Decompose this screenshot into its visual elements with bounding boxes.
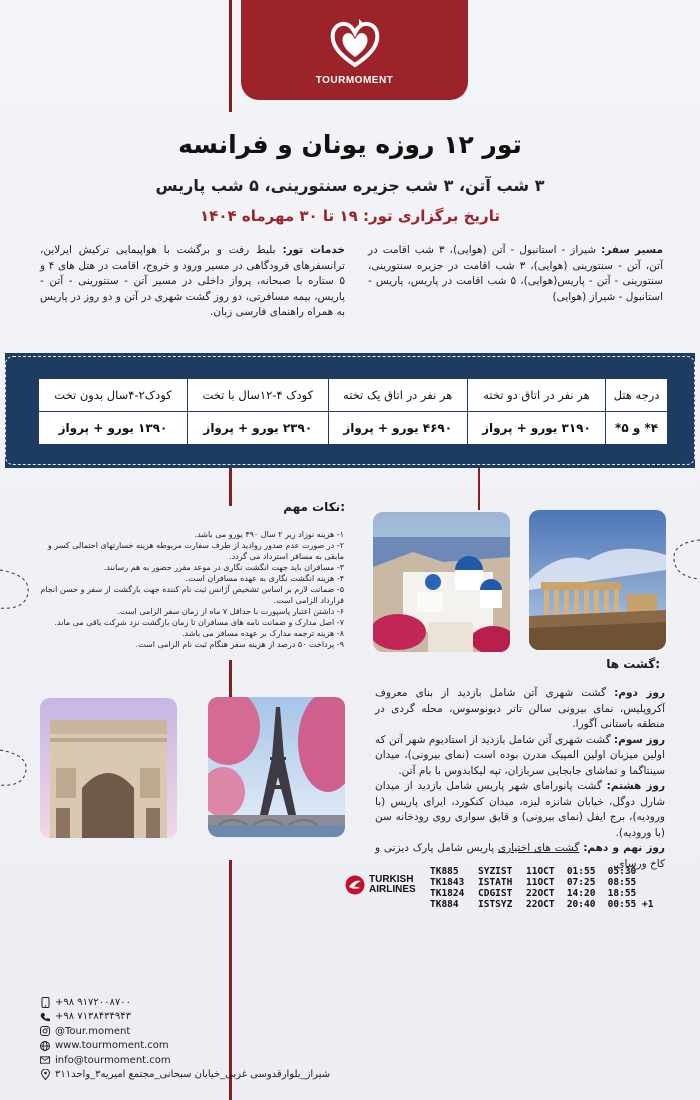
route-label: مسیر سفر:: [601, 244, 663, 256]
tour-day-text: پاریس شامل پارک دیزنی و کاخ ورسای.: [375, 842, 665, 870]
tour-day: [375, 733, 665, 780]
contact-website[interactable]: [40, 1039, 330, 1054]
phone-icon: [40, 1012, 50, 1022]
tour-day: [375, 779, 665, 841]
flight-departure: 07:25: [566, 877, 596, 888]
flight-date: 11OCT: [526, 877, 555, 888]
page-title: تور ۱۲ روزه یونان و فرانسه: [178, 130, 522, 159]
turkish-airlines-icon: [345, 875, 365, 895]
flight-row: [430, 866, 670, 877]
flight-row: [430, 888, 670, 899]
price-header: درجه هتل: [606, 379, 668, 412]
flight-table: [430, 866, 670, 910]
dashed-curve-left: [0, 560, 40, 620]
logo-banner: [241, 0, 468, 100]
location-pin-icon: [40, 1070, 50, 1080]
price-value-row: [39, 412, 668, 445]
email-icon: [40, 1055, 50, 1065]
note-item: ۵- ضمانت لازم بر اساس تشخیص آژانس ثبت نام کننده جهت بازگشت از سفر و حسن انجام قرارداد الزامی است.: [40, 585, 344, 605]
notes-list: [40, 529, 344, 650]
price-header: هر نفر در اتاق یک تخته: [328, 379, 467, 412]
services-label: خدمات تور:: [282, 244, 346, 256]
tour-day-label: روز هشتم:: [606, 780, 665, 792]
santorini-photo: [373, 512, 510, 652]
airline-logo: [345, 875, 416, 895]
flight-arrival: 08:55: [607, 877, 637, 888]
eiffel-tower-photo: [208, 697, 345, 837]
flight-departure: 14:20: [566, 888, 596, 899]
price-value: ۳۱۹۰ یورو + پرواز: [467, 412, 605, 445]
flight-arrival: 18:55: [607, 888, 637, 899]
note-item: ۸- هزینه ترجمه مدارک بر عهده مسافر می باشد.: [182, 629, 344, 638]
globe-icon: [40, 1041, 50, 1051]
flight-date: 22OCT: [526, 899, 555, 910]
price-value: ۱۳۹۰ یورو + پرواز: [39, 412, 188, 445]
airline-name-2: AIRLINES: [369, 884, 416, 895]
flight-route: SYZIST: [478, 866, 513, 877]
route-block: [368, 243, 663, 305]
flight-row: [430, 899, 670, 910]
mobile-icon: [40, 997, 50, 1007]
note-item: ۳- مسافران باید جهت انگشت نگاری در موعد مقرر حضور به هم رسانند.: [103, 563, 344, 572]
flight-number: TK1843: [430, 877, 465, 888]
flight-route: ISTSYZ: [478, 899, 513, 910]
contact-email[interactable]: [40, 1053, 330, 1068]
tour-day-label: روز نهم و دهم:: [583, 842, 665, 854]
flight-number: TK1824: [430, 888, 465, 899]
instagram-handle: @Tour.moment: [55, 1025, 131, 1037]
price-value: ۲۳۹۰ یورو + پرواز: [187, 412, 328, 445]
right-mid-line: [478, 468, 480, 510]
tour-day-text: گشت پانورامای شهر پاریس شامل بازدید از میدان شارل دوگل، خیابان شانزه لیزه، میدان کنکورد، ایرای پاریس (با ورودیه)، برج ایفل (نمای بیرونی) و قایق سواری روی رودخانه سن (با ورودیه).: [375, 780, 665, 839]
contact-mobile[interactable]: [40, 995, 330, 1010]
brand-name: TOURMOMENT: [315, 74, 394, 86]
price-header: کودک ۴-۱۲سال با تخت: [187, 379, 328, 412]
price-header: کودک۲-۴سال بدون تخت: [39, 379, 188, 412]
tours-title: گشت ها:: [606, 657, 660, 671]
phone-number: +۹۸ ۷۱۳۸۴۳۴۹۴۳: [55, 1011, 132, 1023]
price-table: [38, 378, 668, 445]
price-value: ۴۶۹۰ یورو + پرواز: [328, 412, 467, 445]
email-address: info@tourmoment.com: [55, 1054, 171, 1066]
price-value: ۴* و ۵*: [606, 412, 668, 445]
dashed-curve-right: [668, 535, 700, 585]
flight-departure: 20:40: [566, 899, 596, 910]
dashed-curve-left-2: [0, 745, 34, 795]
note-item: ۱- هزینه نوزاد زیر ۲ سال ۴۹۰ یورو می باشد.: [194, 530, 344, 539]
note-item: ۲- در صورت عدم صدور روادید از طرف سفارت مربوطه هزینه خسارتهای احتمالی کسر و مابقی به مسافر استرداد می گردد.: [47, 541, 344, 561]
acropolis-photo: [529, 510, 666, 650]
flight-arrival: 05:30: [607, 866, 637, 877]
flight-route: ISTATH: [478, 877, 513, 888]
airline-name-1: TURKISH: [369, 874, 414, 885]
contact-phone[interactable]: [40, 1010, 330, 1025]
flight-number: TK884: [430, 899, 459, 910]
services-text: بلیط رفت و برگشت با هواپیمایی ترکیش ایرلاین، ترانسفرهای فرودگاهی در مسیر ورود و خروج، اقامت در هتل های ۴ و ۵ ستاره با صبحانه، پرواز داخلی در مسیر آتن - سنتورینی - آتن - پاریس، بیمه مسافرتی، دو روز گشت شهری در آتن و دو روز در پاریس به همراه راهنمای فارسی زبان.: [40, 244, 345, 318]
mid-line: [229, 468, 232, 506]
contact-address: [40, 1068, 330, 1083]
note-item: ۷- اصل مدارک و ضمانت نامه های مسافران تا زمان بازگشت نزد شرکت باقی می ماند.: [54, 618, 344, 627]
page-subtitle: ۳ شب آتن، ۳ شب جزیره سنتورینی، ۵ شب پاریس: [155, 176, 545, 195]
note-item: ۴- هزینه انگشت نگاری به عهده مسافران است.: [185, 574, 344, 583]
flight-date: 22OCT: [526, 888, 555, 899]
flight-arrival: 00:55 +1: [607, 899, 654, 910]
tour-day-text: گشت شهری آتن شامل بازدید از بنای معروف آکروپلیس، نمای بیرونی سالن تاتر دیونوسوس، محله گردی در منطقه باستانی آگورا.: [375, 687, 665, 730]
flight-row: [430, 877, 670, 888]
flight-number: TK885: [430, 866, 459, 877]
route-text: شیراز - استانبول - آتن (هوایی)، ۳ شب اقامت در آتن، آتن - سنتورینی (هوایی)، ۳ شب اقامت در جزیره سنتورینی، سنتورینی - آتن - پاریس(هوایی)، ۵ شب اقامت در پاریس، پاریس - استانبول - شیراز (هوایی): [368, 244, 663, 303]
contact-instagram[interactable]: [40, 1024, 330, 1039]
price-header-row: [39, 379, 668, 412]
tour-day-text: گشت شهری آتن شامل بازدید از استادیوم شهر آتن که اولین میزبان اولین المپیک مدرن بوده است (نمای بیرونی)، میدان سینتاگما و تماشای جابجایی سربازان، تپه لیکابدوس با بام آتن.: [375, 733, 665, 777]
address-text: شیراز_بلوارقدوسی غربی_خیابان سبحانی_مجتمع امیریه۳_واحد۳۱۱: [55, 1069, 331, 1081]
instagram-icon: [40, 1026, 50, 1036]
flight-date: 11OCT: [526, 866, 555, 877]
flight-departure: 01:55: [566, 866, 596, 877]
website-url: www.tourmoment.com: [55, 1040, 169, 1052]
tour-day: [375, 686, 665, 733]
optional-tours: گشت های اختیاری: [497, 842, 580, 854]
price-header: هر نفر در اتاق دو تخته: [467, 379, 605, 412]
services-block: [40, 243, 345, 321]
tour-day-label: روز سوم:: [613, 733, 665, 746]
note-item: ۹- پرداخت ۵۰ درصد از هزینه سفر هنگام ثبت نام الزامی است.: [135, 640, 344, 649]
contact-block: [40, 995, 330, 1082]
top-line: [229, 0, 232, 112]
arc-de-triomphe-photo: [40, 698, 177, 838]
note-item: ۶- داشتن اعتبار پاسپورت با حداقل ۷ ماه از زمان سفر الزامی است.: [117, 607, 344, 616]
tours-block: [375, 686, 665, 872]
heart-logo-icon: [327, 15, 383, 71]
flight-route: CDGIST: [478, 888, 513, 899]
tour-day-label: روز دوم:: [614, 687, 665, 699]
mobile-number: +۹۸ ۹۱۷۲۰۰۸۷۰۰: [55, 996, 132, 1008]
tour-dates: تاریخ برگزاری تور: ۱۹ تا ۳۰ مهرماه ۱۴۰۴: [200, 207, 500, 225]
notes-title: نکات مهم:: [283, 500, 345, 514]
